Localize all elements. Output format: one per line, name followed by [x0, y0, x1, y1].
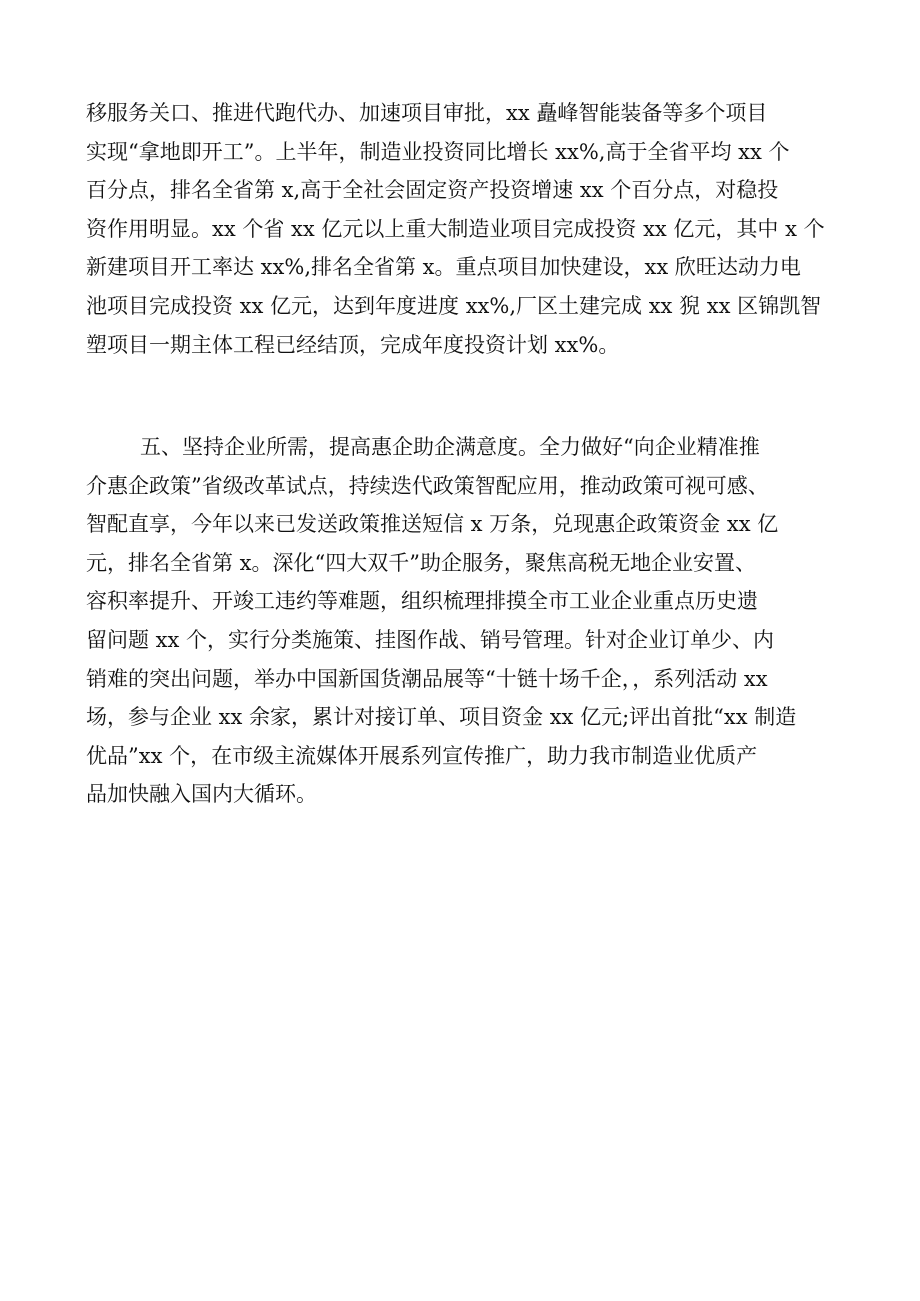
text-line: 新建项目开工率达 xx%,排名全省第 x。重点项目加快建设，xx 欣旺达动力电	[86, 255, 801, 280]
section-heading-line: 五、坚持企业所需，提高惠企助企满意度。全力做好“向企业精准推	[140, 435, 760, 459]
text-line: 优品”xx 个，在市级主流媒体开展系列宣传推广，助力我市制造业优质产	[86, 743, 758, 768]
text-line: 池项目完成投资 xx 亿元，达到年度进度 xx%,厂区土建完成 xx 猊 xx 区锦凯智	[86, 293, 822, 318]
text-line: 智配直享，今年以来已发送政策推送短信 x 万条，兑现惠企政策资金 xx 亿	[86, 512, 779, 537]
text-line: 塑项目一期主体工程已经结顶，完成年度投资计划 xx%。	[86, 332, 620, 357]
text-line: 移服务关口、推进代跑代办、加速项目审批，xx 矗峰智能装备等多个项目	[86, 101, 768, 125]
text-line: 资作用明显。xx 个省 xx 亿元以上重大制造业项目完成投资 xx 亿元，其中 x 个	[86, 216, 825, 241]
text-line: 实现“拿地即开工”。上半年，制造业投资同比增长 xx%,高于全省平均 xx 个	[86, 139, 790, 164]
text-line: 元，排名全省第 x。深化“四大双千”助企服务，聚焦高税无地企业安置、	[86, 550, 756, 575]
text-line: 容积率提升、开竣工违约等难题，组织梳理排摸全市工业企业重点历史遗	[86, 589, 758, 614]
paragraph-enterprise-services	[86, 428, 846, 814]
paragraph-investment-tail	[86, 94, 846, 364]
text-line: 介惠企政策”省级改革试点，持续迭代政策智配应用，推动政策可视可感、	[86, 473, 769, 498]
text-line: 销难的突出问题，举办中国新国货潮品展等“十链十场千企，，系列活动 xx	[86, 666, 768, 691]
text-line: 品加快融入国内大循环。	[86, 782, 317, 807]
text-line: 场，参与企业 xx 余家，累计对接订单、项目资金 xx 亿元;评出首批“xx 制造	[86, 705, 797, 730]
text-line: 留问题 xx 个，实行分类施策、挂图作战、销号管理。针对企业订单少、内	[86, 627, 775, 652]
text-line: 百分点，排名全省第 x,高于全社会固定资产投资增速 xx 个百分点，对稳投	[86, 178, 779, 203]
